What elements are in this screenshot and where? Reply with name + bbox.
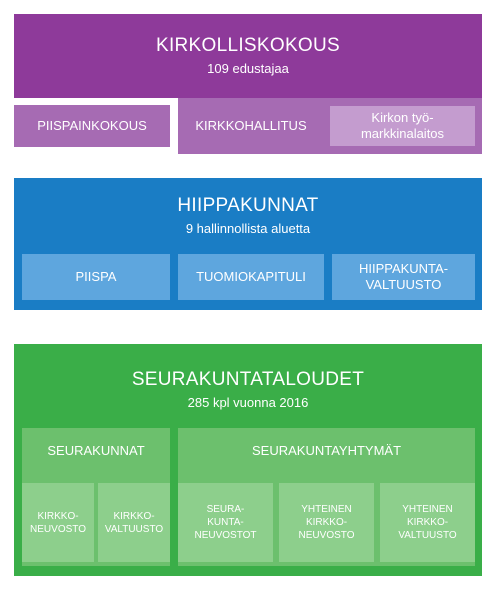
seurakunnat-label: SEURAKUNNAT <box>47 443 145 458</box>
yhteinen-kirkkoneuvosto-label-1: YHTEINEN <box>301 504 352 515</box>
yhteinen-kirkkovaltuusto-box <box>380 483 475 562</box>
kirkkovaltuusto-label-2: VALTUUSTO <box>104 523 164 535</box>
kirkkoneuvosto-label-2: NEUVOSTO <box>30 523 86 535</box>
yhteinen-kirkkovaltuusto-label-3: VALTUUSTO <box>398 530 457 541</box>
kirkkohallitus-label: KIRKKOHALLITUS <box>195 118 307 133</box>
tyomarkkinalaitos-label: Kirkon työ-markkinalaitos <box>360 110 445 141</box>
tuomiokapituli-label: TUOMIOKAPITULI <box>196 269 306 284</box>
kirkolliskokous-header <box>14 30 482 80</box>
seurakuntaneuvostot-label-2: KUNTA- <box>207 517 244 528</box>
hiippakuntavaltuusto-label-1: HIIPPAKUNTA- <box>358 261 449 276</box>
seurakuntataloudet-subtitle: 285 kpl vuonna 2016 <box>187 394 309 410</box>
piispainkokous-box <box>14 105 170 147</box>
tyomarkkinalaitos-box <box>330 106 475 146</box>
kirkkovaltuusto-label-1: KIRKKO- <box>113 510 155 522</box>
yhteinen-kirkkoneuvosto-label-2: KIRKKO- <box>305 517 348 528</box>
seurakuntataloudet-header <box>14 364 482 414</box>
hiippakunnat-header <box>14 190 482 240</box>
seurakuntayhtymat-header <box>178 428 475 474</box>
yhteinen-kirkkoneuvosto-box <box>279 483 374 562</box>
kirkkohallitus-text <box>178 105 324 147</box>
kirkkoneuvosto-box <box>22 483 94 562</box>
yhteinen-kirkkovaltuusto-label-1: YHTEINEN <box>402 504 453 515</box>
piispainkokous-label: PIISPAINKOKOUS <box>37 118 147 133</box>
piispa-label: PIISPA <box>75 269 117 284</box>
piispa-box <box>22 254 170 300</box>
seurakuntaneuvostot-label-3: NEUVOSTOT <box>194 530 257 541</box>
kirkolliskokous-title: KIRKOLLISKOKOUS <box>155 34 340 56</box>
hiippakuntavaltuusto-label-2: VALTUUSTO <box>365 277 442 292</box>
yhteinen-kirkkovaltuusto-label-2: KIRKKO- <box>406 517 449 528</box>
kirkkoneuvosto-label-1: KIRKKO- <box>37 510 79 522</box>
kirkkovaltuusto-box <box>98 483 170 562</box>
seurakuntataloudet-title: SEURAKUNTATALOUDET <box>131 368 365 390</box>
hiippakuntavaltuusto-box <box>332 254 475 300</box>
seurakuntaneuvostot-box <box>178 483 273 562</box>
tuomiokapituli-box <box>178 254 324 300</box>
seurakuntayhtymat-label: SEURAKUNTAYHTYMÄT <box>251 443 402 458</box>
hiippakunnat-title: HIIPPAKUNNAT <box>177 194 319 216</box>
seurakuntaneuvostot-label-1: SEURA- <box>206 504 245 515</box>
seurakunnat-header <box>22 428 170 474</box>
kirkolliskokous-subtitle: 109 edustajaa <box>207 60 289 76</box>
hiippakunnat-subtitle: 9 hallinnollista aluetta <box>185 220 311 236</box>
yhteinen-kirkkoneuvosto-label-3: NEUVOSTO <box>298 530 355 541</box>
